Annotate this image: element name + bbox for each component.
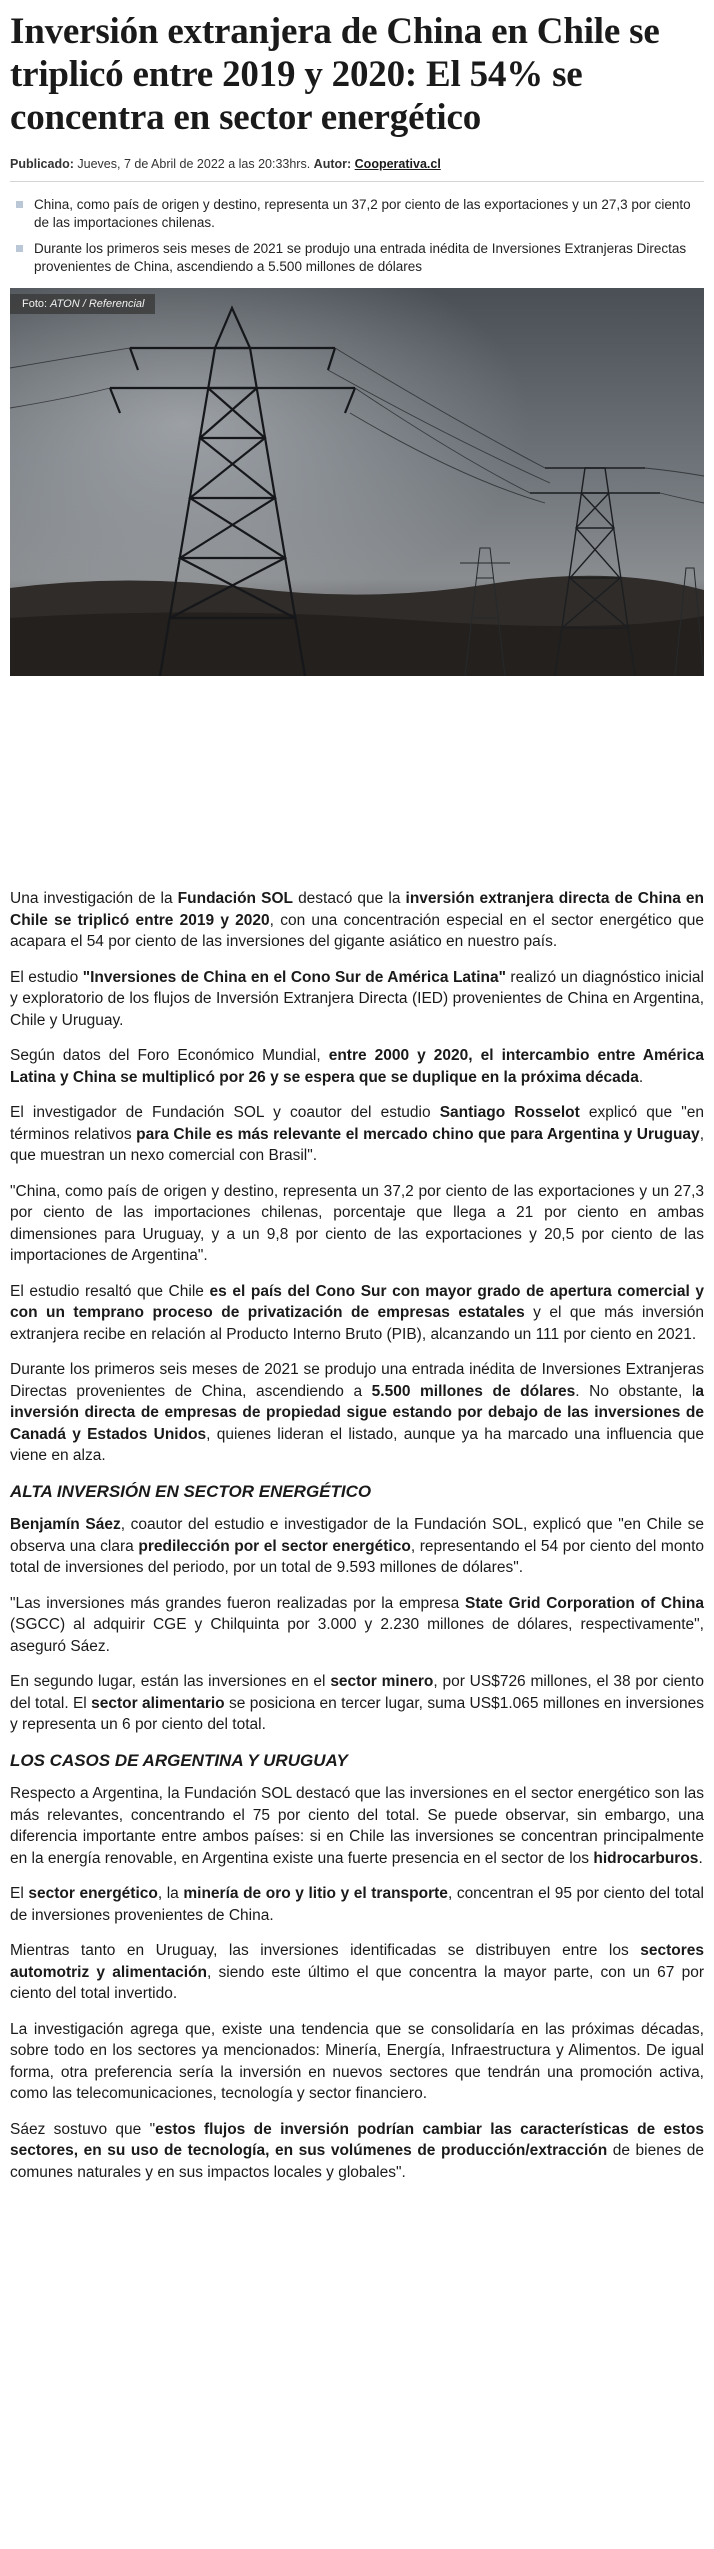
ad-placeholder — [10, 676, 704, 888]
photo-credit-source: ATON / Referencial — [50, 298, 145, 310]
paragraph: Mientras tanto en Uruguay, las inversiones identificadas se distribuyen entre los sectores automotriz y alimentación, siendo este último el que concentra la mayor parte, con un 67 por ciento del total invertido. — [10, 1942, 704, 2002]
paragraph: Respecto a Argentina, la Fundación SOL destacó que las inversiones en el sector energético son las más relevantes, concentrando el 75 por ciento del total. Se puede observar, sin embargo, una diferencia importante entre ambos países: si en Chile las inversiones se concentran principalmente en la energía renovable, en Argentina existe una fuerte presencia en el sector de los hidrocarburos. — [10, 1785, 704, 1867]
paragraph: El estudio resaltó que Chile es el país del Cono Sur con mayor grado de apertura comercial y con un temprano proceso de privatización de empresas estatales y el que más inversión extranjera recibe en relación al Producto Interno Bruto (PIB), alcanzando un 111 por ciento en 2021. — [10, 1282, 704, 1343]
photo-credit — [10, 294, 155, 314]
paragraph: La investigación agrega que, existe una tendencia que se consolidaría en las próximas décadas, sobre todo en los sectores ya mencionados: Minería, Energía, Infraestructura y Alimentos. De igual forma, otra preferencia sería la inversión en nuevos sectores que tendrán una promoción activa, como las telecomunicaciones, tecnología y sector financiero. — [10, 2020, 704, 2102]
paragraph: El estudio "Inversiones de China en el Cono Sur de América Latina" realizó un diagnóstico inicial y exploratorio de los flujos de Inversión Extranjera Directa (IED) provenientes de China en Argentina, Chile y Uruguay. — [10, 968, 704, 1029]
section-heading: LOS CASOS DE ARGENTINA Y URUGUAY — [10, 1750, 348, 1770]
paragraph: "China, como país de origen y destino, representa un 37,2 por ciento de las exportaciones y un 27,3 por ciento de las importaciones chilenas, porcentaje que llega a 21 por ciento en ambas dimensiones para Uruguay, y a un 9,8 por ciento de las exportaciones y 20,5 por ciento de las importaciones de Argentina". — [10, 1182, 704, 1264]
paragraph: Según datos del Foro Económico Mundial, entre 2000 y 2020, el intercambio entre América Latina y China se multiplicó por 26 y se espera que se duplique en la próxima década. — [10, 1047, 704, 1086]
headline: Inversión extranjera de China en Chile se triplicó entre 2019 y 2020: El 54% se concentra en sector energético — [10, 11, 660, 138]
article-meta — [10, 157, 704, 171]
paragraph: En segundo lugar, están las inversiones en el sector minero, por US$726 millones, el 38 por ciento del total. El sector alimentario se posiciona en tercer lugar, suma US$1.065 millones en inversiones y representa un 6 por ciento del total. — [10, 1673, 704, 1733]
article-photo — [10, 288, 704, 676]
paragraph: "Las inversiones más grandes fueron realizadas por la empresa State Grid Corporation of China (SGCC) al adquirir CGE y Chilquinta por 3.000 y 2.230 millones de dólares, respectivamente", aseguró Sáez. — [10, 1594, 704, 1655]
author-label: Autor: — [313, 157, 352, 171]
section-heading: ALTA INVERSIÓN EN SECTOR ENERGÉTICO — [10, 1481, 372, 1501]
summary-list — [10, 196, 704, 276]
published-date: Jueves, 7 de Abril de 2022 a las 20:33hrs. — [77, 157, 311, 171]
summary-item: Durante los primeros seis meses de 2021 se produjo una entrada inédita de Inversiones Extranjeras Directas provenientes de China, ascendiendo a 5.500 millones de dólares — [10, 240, 704, 276]
divider — [10, 181, 704, 182]
photo-credit-label: Foto: — [22, 298, 48, 310]
paragraph: Durante los primeros seis meses de 2021 se produjo una entrada inédita de Inversiones Extranjeras Directas provenientes de China, ascendiendo a 5.500 millones de dólares. No obstante, la inversión directa de empresas de propiedad sigue estando por debajo de las inversiones de Canadá y Estados Unidos, quienes lideran el listado, aunque ya ha marcado una influencia que viene en alza. — [10, 1361, 704, 1464]
paragraph: El sector energético, la minería de oro y litio y el transporte, concentran el 95 por ciento del total de inversiones provenientes de China. — [10, 1885, 704, 1924]
article-body — [10, 888, 704, 2183]
power-tower-photo — [10, 288, 704, 676]
author-link[interactable]: Cooperativa.cl — [354, 157, 441, 171]
paragraph: Una investigación de la Fundación SOL destacó que la inversión extranjera directa de China en Chile se triplicó entre 2019 y 2020, con una concentración especial en el sector energético que acapara el 54 por ciento de las inversiones del gigante asiático en nuestro país. — [10, 890, 705, 950]
published-label: Publicado: — [10, 157, 74, 171]
paragraph: El investigador de Fundación SOL y coautor del estudio Santiago Rosselot explicó que "en términos relativos para Chile es más relevante el mercado chino que para Argentina y Uruguay, que muestran un nexo comercial con Brasil". — [10, 1104, 705, 1164]
paragraph: Benjamín Sáez, coautor del estudio e investigador de la Fundación SOL, explicó que "en Chile se observa una clara predilección por el sector energético, representando el 54 por ciento del monto total de inversiones del periodo, por un total de 9.593 millones de dólares". — [10, 1516, 704, 1576]
summary-item: China, como país de origen y destino, representa un 37,2 por ciento de las exportaciones y un 27,3 por ciento de las importaciones chilenas. — [10, 196, 704, 232]
paragraph: Sáez sostuvo que "estos flujos de inversión podrían cambiar las características de estos sectores, en su uso de tecnología, en sus volúmenes de producción/extracción de bienes de comunes naturales y en sus impactos locales y globales". — [10, 2120, 705, 2181]
